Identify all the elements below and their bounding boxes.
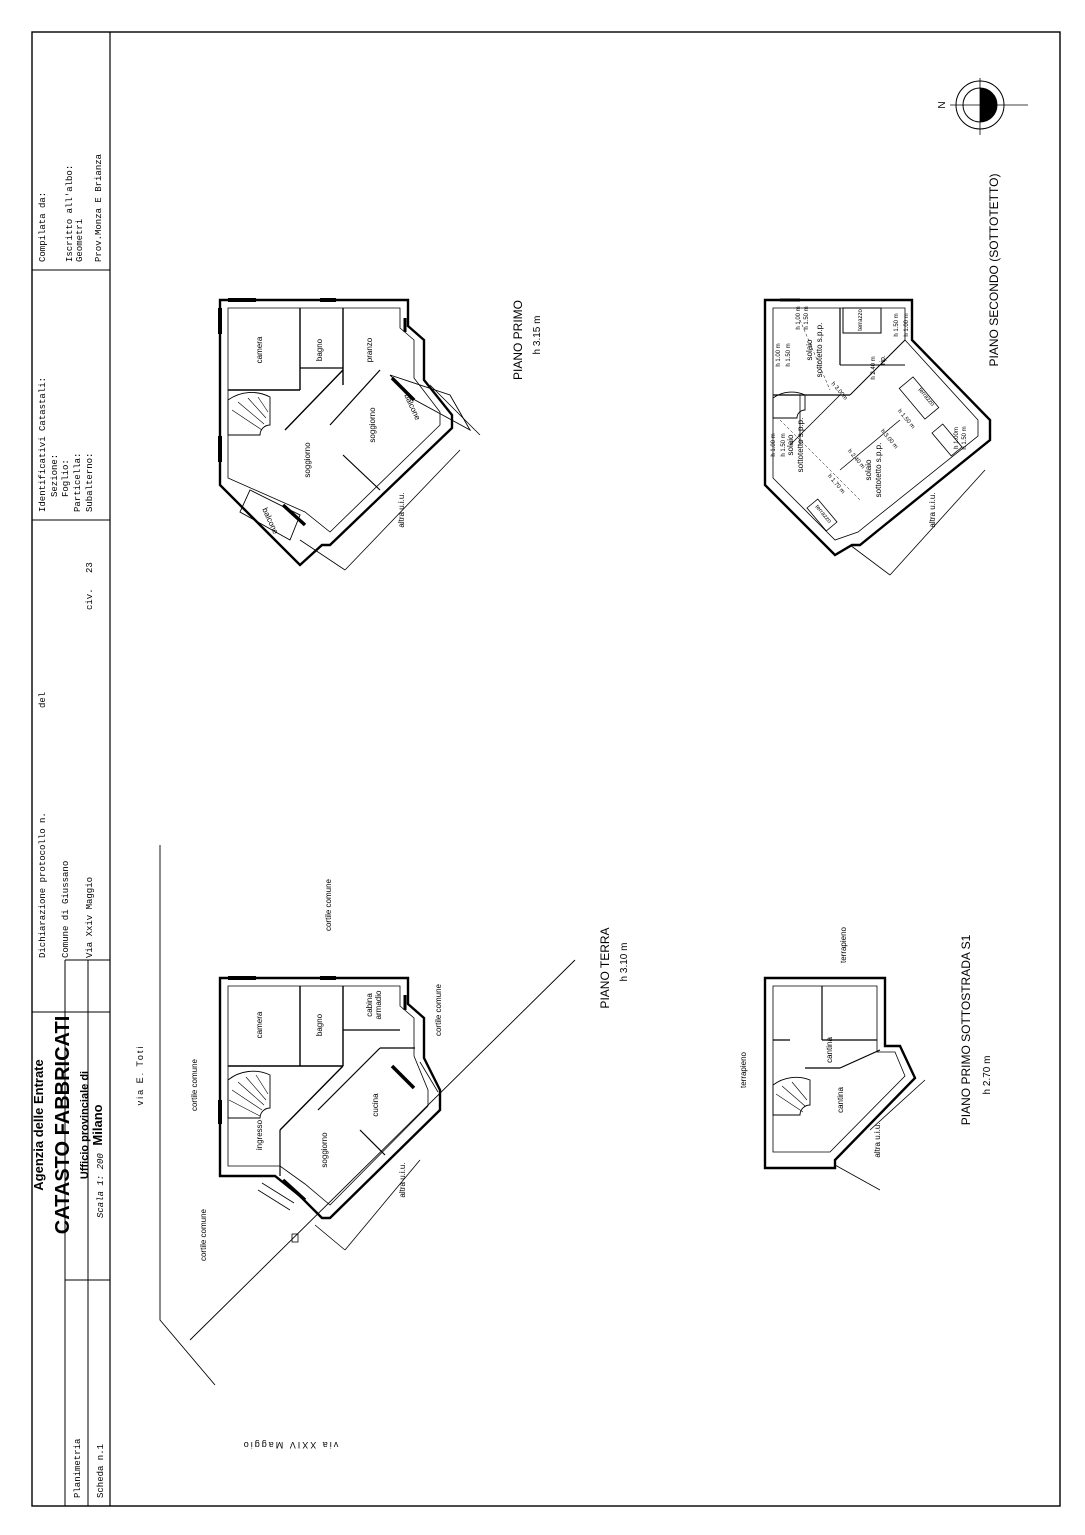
- civ-label: civ.: [85, 588, 95, 610]
- height-16: h 1.50 m: [962, 426, 968, 450]
- height-4: h 1.50 m: [804, 306, 810, 330]
- identificativi-title: Identificativi Catastali:: [38, 376, 48, 512]
- del-label: del: [38, 691, 48, 708]
- label-cortile-4: cortile comune: [199, 1208, 208, 1262]
- floor-name-primo: PIANO PRIMO: [511, 299, 525, 381]
- label-cortile-2: cortile comune: [324, 878, 333, 932]
- height-5: h 2.40 m: [871, 356, 877, 380]
- height-3: h 1.00 m: [796, 306, 802, 330]
- north-label: N: [937, 101, 948, 109]
- compilata-title: Compilata da:: [38, 191, 48, 262]
- streets: [160, 845, 575, 1385]
- scheda-text: [73, 1153, 106, 1498]
- room-solaio-1: solaio: [805, 339, 814, 361]
- height-10: h 1.50 m: [781, 433, 787, 457]
- room-balcone-1: balcone: [402, 392, 423, 422]
- room-ingresso: ingresso: [255, 1119, 264, 1151]
- floor-height-terra: h 3.10 m: [619, 942, 630, 982]
- label-cortile-1: cortile comune: [190, 1058, 199, 1112]
- room-soggiorno-1: soggiorno: [303, 442, 312, 478]
- height-15: h 1.00m: [954, 427, 960, 449]
- scheda-scale: Scala 1: 200: [96, 1153, 106, 1218]
- subalterno-label: Subalterno:: [85, 452, 95, 512]
- scheda-type: Planimetria: [73, 1438, 83, 1498]
- height-1: h 1.00 m: [776, 343, 782, 367]
- office-line1: Ufficio provinciale di: [79, 1070, 91, 1180]
- height-9: h 1.00 m: [771, 433, 777, 457]
- outer-frame: [32, 32, 1060, 1506]
- room-soggiorno-2: soggiorno: [368, 407, 377, 443]
- comune-label: Comune di Giussano: [61, 860, 71, 958]
- room-sottotetto-3: sottotetto s.p.p.: [874, 442, 883, 498]
- room-cantina-2: cantina: [836, 1087, 845, 1113]
- height-2: h 1.50 m: [786, 343, 792, 367]
- room-rip: rip.: [880, 355, 887, 365]
- height-13: h 1.50 m: [895, 408, 916, 431]
- room-cantina-1: cantina: [825, 1037, 834, 1063]
- sezione-label: Sezione:: [50, 453, 60, 497]
- room-terrazzo-1: terrazzo: [858, 309, 864, 331]
- room-soggiorno: soggiorno: [320, 1132, 329, 1168]
- room-sottotetto-2: sottotetto s.p.p.: [796, 417, 805, 473]
- scheda-number: Scheda n.1: [96, 1443, 106, 1498]
- agency-line: Agenzia delle Entrate: [31, 1059, 46, 1191]
- room-balcone-2: balcone: [260, 506, 281, 536]
- label-terrapieno-2: terrapieno: [839, 926, 848, 964]
- label-altra-uiu: altra u.i.u.: [928, 492, 937, 528]
- labels-piano-secondo: [771, 174, 1001, 528]
- particella-label: Particella:: [73, 452, 83, 512]
- floor-name-secondo: PIANO SECONDO (SOTTOTETTO): [987, 173, 1001, 367]
- prov-label: Prov.Monza E Brianza: [94, 153, 104, 262]
- height-6: h 1.50 m: [894, 313, 900, 337]
- label-cortile-3: cortile comune: [434, 983, 443, 1037]
- height-14: h 3.00 m: [878, 428, 899, 451]
- via-label: Via Xxiv Maggio: [85, 876, 95, 958]
- labels-piano-sottostrada: [739, 926, 993, 1157]
- street-toti: via E. Toti: [135, 1044, 145, 1106]
- foglio-label: Foglio:: [61, 459, 71, 497]
- room-camera: camera: [255, 336, 264, 364]
- height-12: h 1.70 m: [825, 473, 846, 496]
- plan-piano-sottostrada: [765, 978, 925, 1190]
- label-altra-uiu: altra u.i.u.: [397, 492, 406, 528]
- height-7: h 1.00 m: [904, 313, 910, 337]
- height-11: h 2.40 m: [845, 448, 866, 471]
- room-terrazzo-3: terrazzo: [813, 504, 833, 525]
- room-solaio-3: solaio: [864, 459, 873, 481]
- albo-value: Geometri: [75, 218, 85, 262]
- label-altra-uiu: altra u.i.u.: [398, 1162, 407, 1198]
- floor-name-terra: PIANO TERRA: [598, 927, 612, 1009]
- header-block: [31, 1016, 105, 1235]
- room-camera: camera: [255, 1011, 264, 1039]
- room-terrazzo-2: terrazzo: [916, 387, 936, 408]
- room-solaio-2: solaio: [786, 434, 795, 456]
- floor-height-primo: h 3.15 m: [532, 315, 543, 355]
- room-bagno: bagno: [315, 338, 324, 362]
- civ-value: 23: [85, 562, 95, 573]
- room-armadio: armadio: [374, 990, 383, 1020]
- floor-height-sottostrada: h 2.70 m: [982, 1055, 993, 1095]
- protocol-label: Dichiarazione protocollo n.: [38, 812, 48, 958]
- room-sottotetto-1: sottotetto s.p.p.: [815, 322, 824, 378]
- compass-rose: [937, 78, 1028, 135]
- room-cucina: cucina: [371, 1093, 380, 1117]
- labels-piano-primo: [255, 300, 543, 536]
- declaration-text: [38, 562, 95, 958]
- label-altra-uiu: altra u.i.u.: [873, 1122, 882, 1158]
- plan-piano-terra: [220, 978, 440, 1250]
- labels-piano-terra: [190, 878, 630, 1261]
- compilata-text: [38, 153, 104, 262]
- identificativi-text: [38, 377, 95, 512]
- floor-name-sottostrada: PIANO PRIMO SOTTOSTRADA S1: [959, 934, 973, 1126]
- street-xxiv: via XXIV Maggio: [241, 1440, 339, 1450]
- room-bagno: bagno: [315, 1013, 324, 1037]
- office-line2: Milano: [90, 1104, 105, 1146]
- albo-label: Iscritto all'albo:: [65, 164, 75, 262]
- height-8: h 3.00m: [829, 381, 849, 402]
- catasto-title: CATASTO FABBRICATI: [52, 1015, 74, 1235]
- room-pranzo: pranzo: [365, 337, 374, 363]
- label-terrapieno-1: terrapieno: [739, 1051, 748, 1089]
- room-cabina: cabina: [365, 993, 374, 1017]
